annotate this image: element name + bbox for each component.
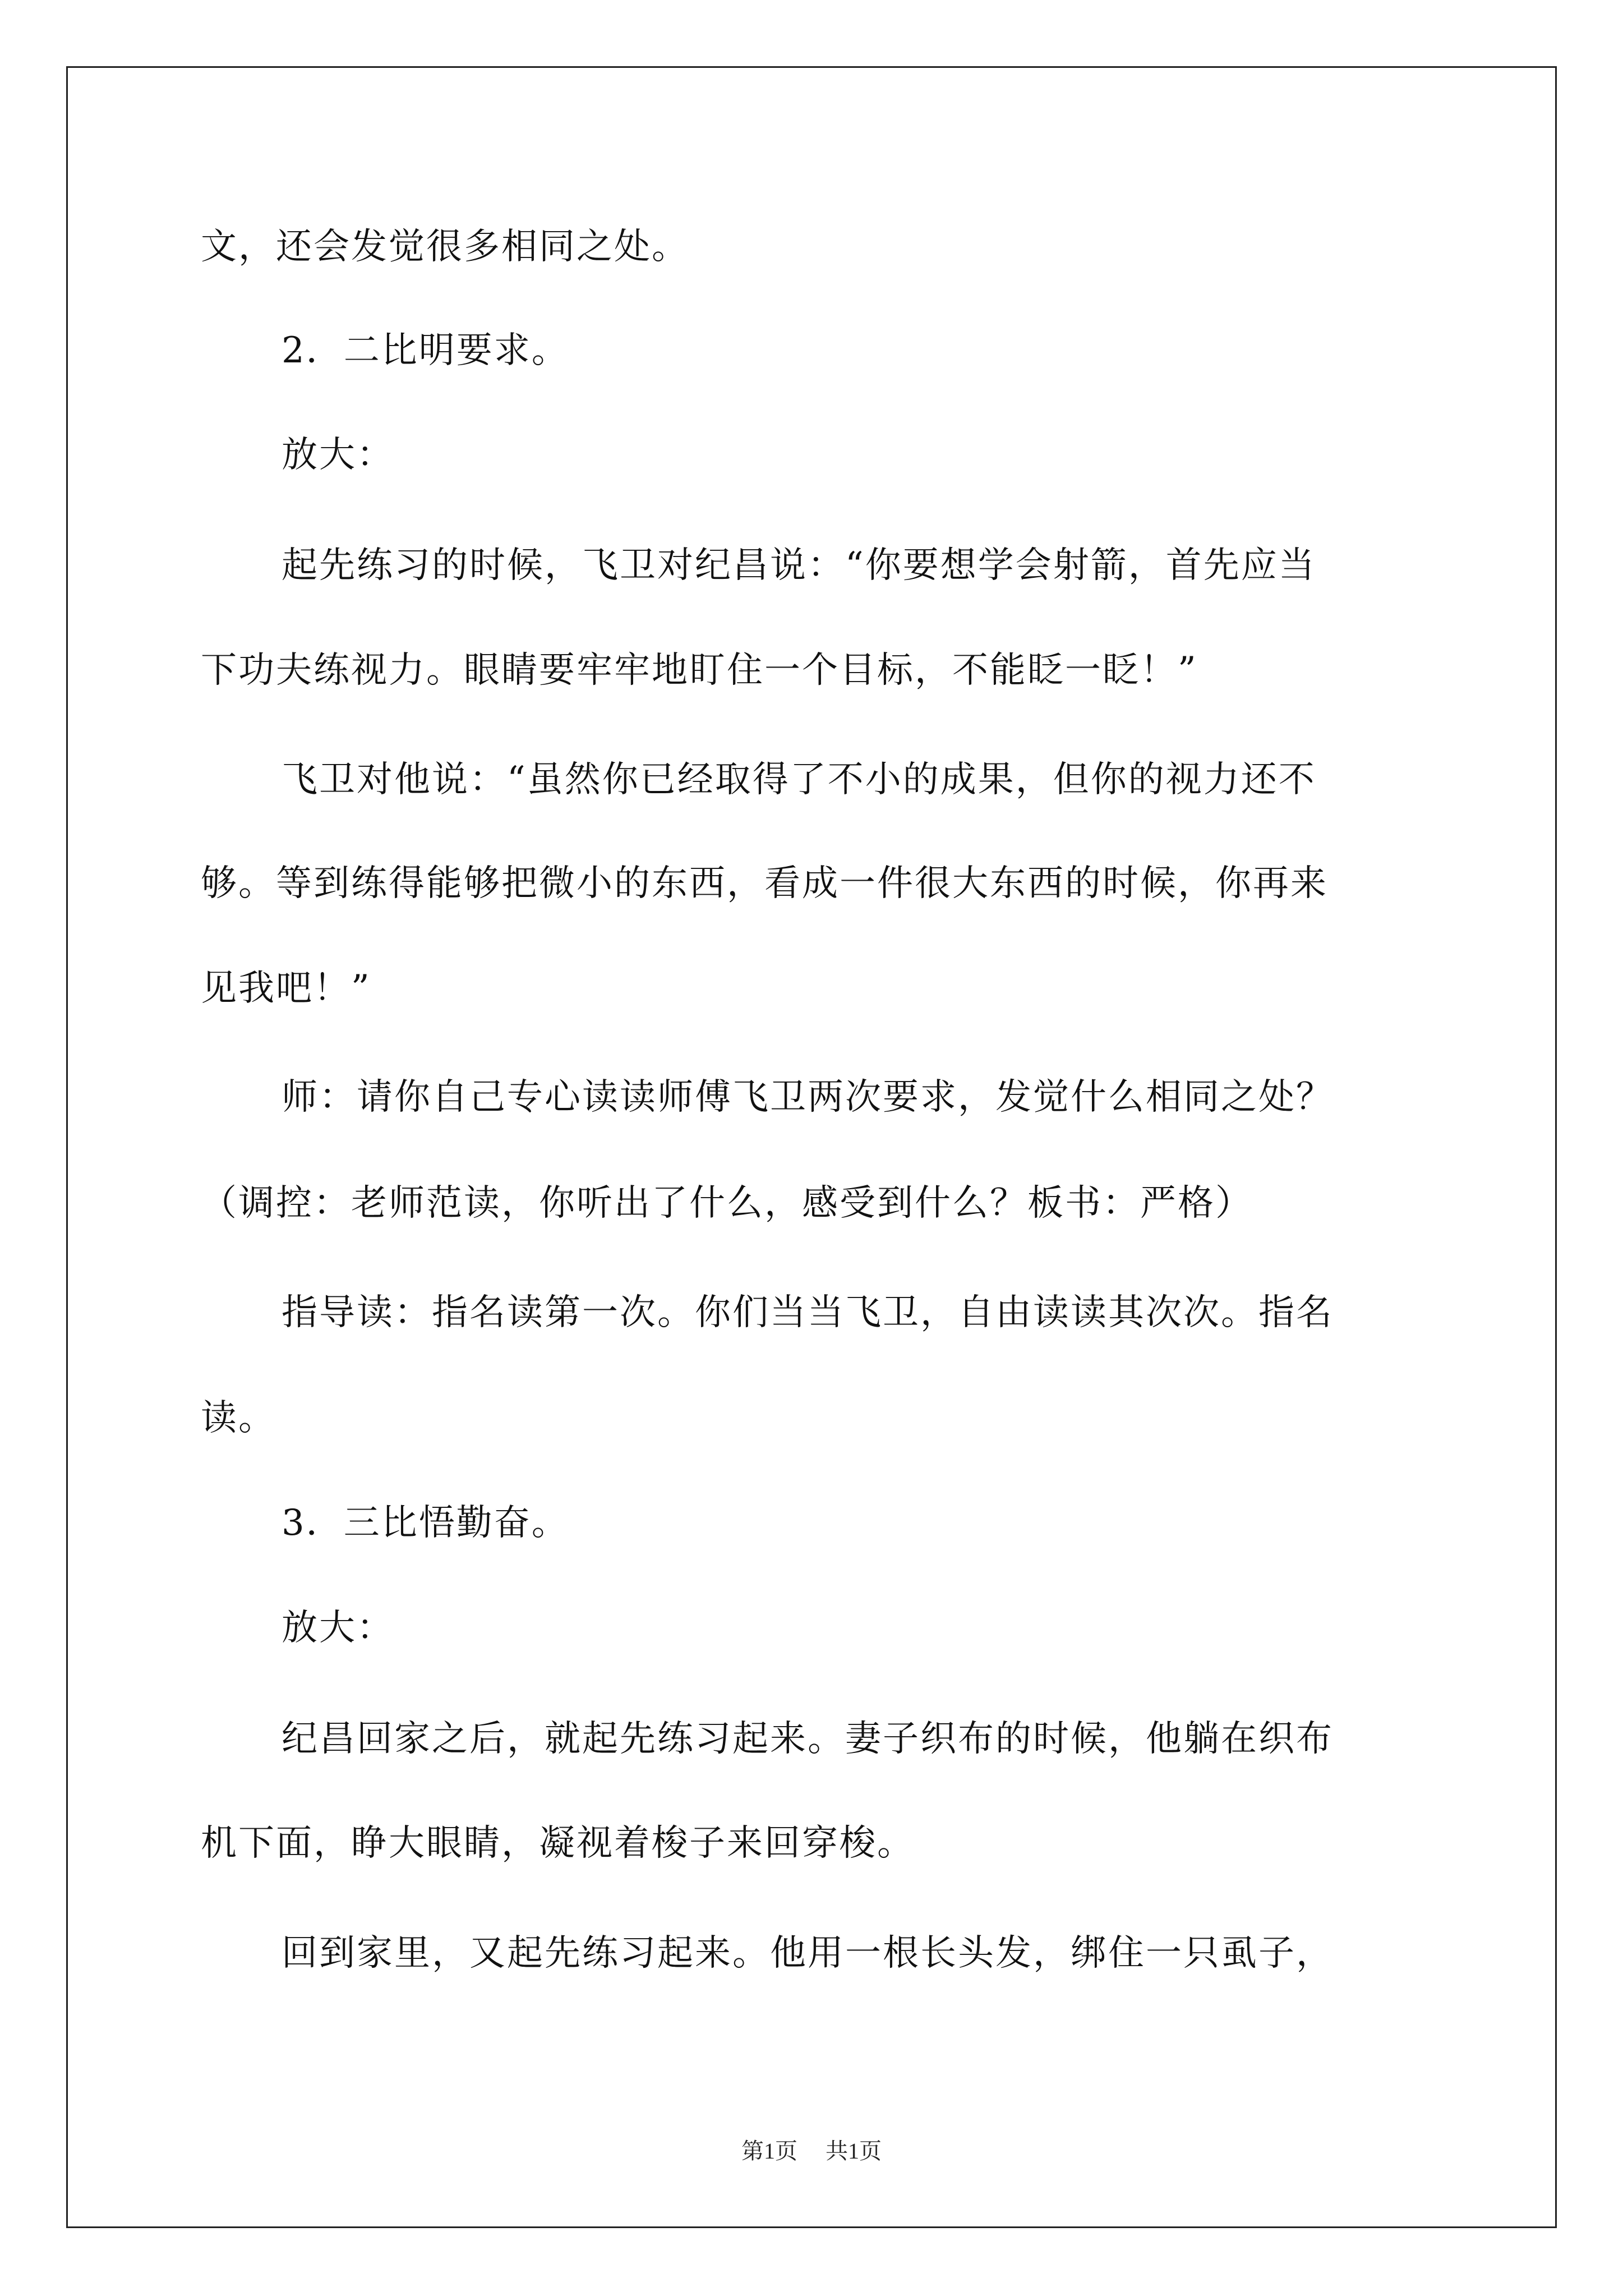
text-line: 回到家里，又起先练习起来。他用一根长头发，绑住一只虱子， [282,1932,1334,1974]
text-line: 师：请你自己专心读读师傅飞卫两次要求，发觉什么相同之处？ [282,1076,1334,1118]
text-line: 文，还会发觉很多相同之处。 [201,226,689,268]
text-line: 起先练习的时候，飞卫对纪昌说：“你要想学会射箭，首先应当 [282,545,1316,586]
text-line: 飞卫对他说：“虽然你已经取得了不小的成果，但你的视力还不 [282,759,1316,800]
text-line: 纪昌回家之后，就起先练习起来。妻子织布的时候，他躺在织布 [282,1718,1334,1760]
text-line: 放大： [282,434,394,476]
text-line-heading: 3．三比悟勤奋。 [282,1502,569,1544]
text-line: 机下面，睁大眼睛，凝视着梭子来回穿梭。 [201,1823,915,1864]
page-footer [0,2137,1623,2165]
text-line: 读。 [201,1397,276,1439]
page-border [66,66,1557,2228]
text-line: 指导读：指名读第一次。你们当当飞卫，自由读读其次次。指名 [282,1292,1334,1333]
text-line: （调控：老师范读，你听出了什么，感受到什么？板书：严格） [201,1182,1253,1224]
page-number: 第1页 [741,2138,797,2164]
text-line: 见我吧！” [201,968,371,1009]
page-total: 共1页 [826,2138,882,2164]
text-line: 够。等到练得能够把微小的东西，看成一件很大东西的时候，你再来 [201,863,1328,904]
text-line: 下功夫练视力。眼睛要牢牢地盯住一个目标，不能眨一眨！” [201,650,1198,691]
text-line: 放大： [282,1607,394,1649]
text-line-heading: 2．二比明要求。 [282,330,569,371]
